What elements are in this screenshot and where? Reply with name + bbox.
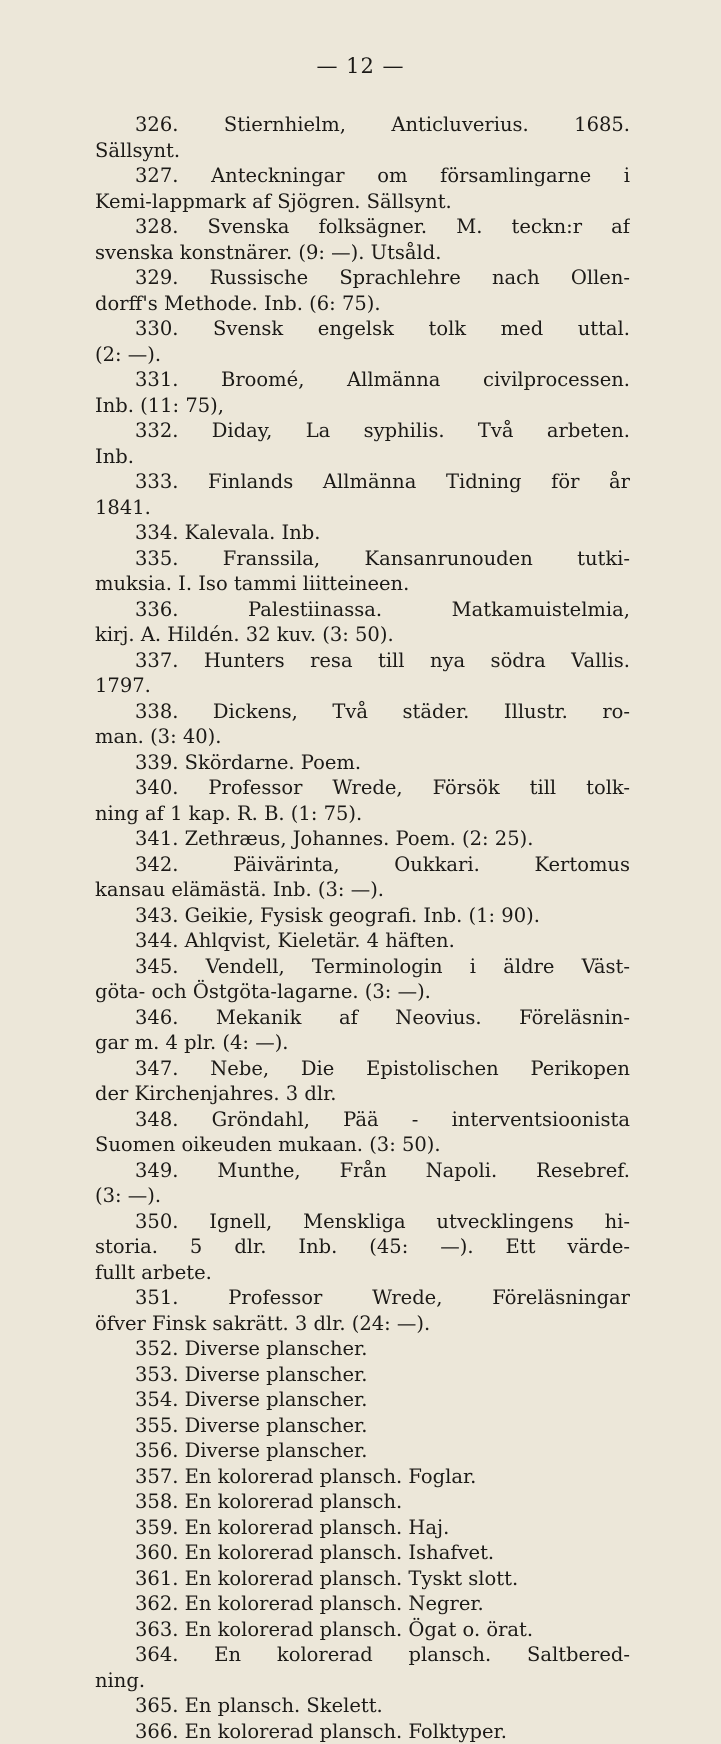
- catalog-entry: [95, 1056, 630, 1107]
- catalog-entry: [95, 1438, 630, 1464]
- catalog-entry: [95, 1413, 630, 1439]
- catalog-entry: [95, 775, 630, 826]
- entry-first-line: 339. Skördarne. Poem.: [95, 750, 630, 776]
- entry-first-line: 341. Zethræus, Johannes. Poem. (2: 25).: [95, 826, 630, 852]
- catalog-entry: [95, 1642, 630, 1693]
- entry-first-line: 362. En kolorerad plansch. Negrer.: [95, 1591, 630, 1617]
- entry-first-line: 334. Kalevala. Inb.: [95, 520, 630, 546]
- entry-first-line: 351. Professor Wrede, Föreläsningar: [95, 1285, 630, 1311]
- entry-first-line: 347. Nebe, Die Epistolischen Perikopen: [95, 1056, 630, 1082]
- entry-first-line: 349. Munthe, Från Napoli. Resebref.: [95, 1158, 630, 1184]
- entry-first-line: 365. En plansch. Skelett.: [95, 1693, 630, 1719]
- entry-first-line: 344. Ahlqvist, Kieletär. 4 häften.: [95, 928, 630, 954]
- entry-first-line: 336. Palestiinassa. Matkamuistelmia,: [95, 597, 630, 623]
- catalog-entry: [95, 316, 630, 367]
- catalog-entry: [95, 1107, 630, 1158]
- entry-first-line: 356. Diverse planscher.: [95, 1438, 630, 1464]
- entry-first-line: 342. Päivärinta, Oukkari. Kertomus: [95, 852, 630, 878]
- entry-first-line: 345. Vendell, Terminologin i äldre Väst-: [95, 954, 630, 980]
- entry-first-line: 359. En kolorerad plansch. Haj.: [95, 1515, 630, 1541]
- entry-first-line: 361. En kolorerad plansch. Tyskt slott.: [95, 1566, 630, 1592]
- catalog-entry: [95, 1362, 630, 1388]
- entry-first-line: 348. Gröndahl, Pää - interventsioonista: [95, 1107, 630, 1133]
- entry-continuation-line: öfver Finsk sakrätt. 3 dlr. (24: —).: [95, 1311, 630, 1337]
- entry-first-line: 360. En kolorerad plansch. Ishafvet.: [95, 1540, 630, 1566]
- catalog-entry: [95, 418, 630, 469]
- entry-continuation-line: fullt arbete.: [95, 1260, 630, 1286]
- entry-first-line: 358. En kolorerad plansch.: [95, 1489, 630, 1515]
- entry-continuation-line: svenska konstnärer. (9: —). Utsåld.: [95, 240, 630, 266]
- entry-continuation-line: göta- och Östgöta-lagarne. (3: —).: [95, 979, 630, 1005]
- entry-first-line: 328. Svenska folksägner. M. teckn:r af: [95, 214, 630, 240]
- entry-continuation-line: storia. 5 dlr. Inb. (45: —). Ett värde-: [95, 1234, 630, 1260]
- entry-continuation-line: ning.: [95, 1668, 630, 1694]
- entry-first-line: 337. Hunters resa till nya södra Vallis.: [95, 648, 630, 674]
- entry-continuation-line: der Kirchenjahres. 3 dlr.: [95, 1081, 630, 1107]
- entry-first-line: 355. Diverse planscher.: [95, 1413, 630, 1439]
- catalog-entry: [95, 367, 630, 418]
- catalog-entry: [95, 1693, 630, 1719]
- entry-continuation-line: Inb.: [95, 444, 630, 470]
- entry-continuation-line: Kemi-lappmark af Sjögren. Sällsynt.: [95, 189, 630, 215]
- entry-first-line: 363. En kolorerad plansch. Ögat o. örat.: [95, 1617, 630, 1643]
- catalog-entry: [95, 112, 630, 163]
- entry-first-line: 364. En kolorerad plansch. Saltbered-: [95, 1642, 630, 1668]
- entry-continuation-line: muksia. I. Iso tammi liitteineen.: [95, 571, 630, 597]
- catalog-entry: [95, 1005, 630, 1056]
- entry-first-line: 343. Geikie, Fysisk geografi. Inb. (1: 90).: [95, 903, 630, 929]
- entry-continuation-line: gar m. 4 plr. (4: —).: [95, 1030, 630, 1056]
- entry-continuation-line: (2: —).: [95, 342, 630, 368]
- catalog-entry: [95, 597, 630, 648]
- catalog-entry: [95, 750, 630, 776]
- catalog-entry: [95, 1158, 630, 1209]
- entry-first-line: 331. Broomé, Allmänna civilprocessen.: [95, 367, 630, 393]
- catalog-entry: [95, 826, 630, 852]
- catalog-entry: [95, 1464, 630, 1490]
- entry-continuation-line: Sällsynt.: [95, 138, 630, 164]
- catalog-entry: [95, 546, 630, 597]
- catalog-entry: [95, 954, 630, 1005]
- catalog-entry: [95, 1515, 630, 1541]
- entry-first-line: 346. Mekanik af Neovius. Föreläsnin-: [95, 1005, 630, 1031]
- entry-continuation-line: 1841.: [95, 495, 630, 521]
- catalog-entry: [95, 903, 630, 929]
- catalog-entry: [95, 520, 630, 546]
- entry-continuation-line: Suomen oikeuden mukaan. (3: 50).: [95, 1132, 630, 1158]
- catalog-column: [95, 112, 630, 1744]
- catalog-entry: [95, 852, 630, 903]
- entry-first-line: 335. Franssila, Kansanrunouden tutki-: [95, 546, 630, 572]
- catalog-entry: [95, 1566, 630, 1592]
- catalog-entry: [95, 214, 630, 265]
- catalog-entry: [95, 163, 630, 214]
- entry-first-line: 353. Diverse planscher.: [95, 1362, 630, 1388]
- catalog-entry: [95, 648, 630, 699]
- entry-continuation-line: kansau elämästä. Inb. (3: —).: [95, 877, 630, 903]
- entry-first-line: 327. Anteckningar om församlingarne i: [95, 163, 630, 189]
- entry-first-line: 354. Diverse planscher.: [95, 1387, 630, 1413]
- catalog-entry: [95, 699, 630, 750]
- entry-continuation-line: dorff's Methode. Inb. (6: 75).: [95, 291, 630, 317]
- entry-continuation-line: Inb. (11: 75),: [95, 393, 630, 419]
- entry-first-line: 352. Diverse planscher.: [95, 1336, 630, 1362]
- entry-continuation-line: kirj. A. Hildén. 32 kuv. (3: 50).: [95, 622, 630, 648]
- entry-continuation-line: (3: —).: [95, 1183, 630, 1209]
- entry-first-line: 340. Professor Wrede, Försök till tolk-: [95, 775, 630, 801]
- entry-first-line: 350. Ignell, Menskliga utvecklingens hi-: [95, 1209, 630, 1235]
- entry-first-line: 332. Diday, La syphilis. Två arbeten.: [95, 418, 630, 444]
- entry-first-line: 329. Russische Sprachlehre nach Ollen-: [95, 265, 630, 291]
- entry-continuation-line: 1797.: [95, 673, 630, 699]
- catalog-entry: [95, 1336, 630, 1362]
- catalog-entry: [95, 1591, 630, 1617]
- catalog-entry: [95, 1540, 630, 1566]
- catalog-entry: [95, 1387, 630, 1413]
- entry-first-line: 333. Finlands Allmänna Tidning för år: [95, 469, 630, 495]
- entry-first-line: 357. En kolorerad plansch. Foglar.: [95, 1464, 630, 1490]
- catalog-entry: [95, 1719, 630, 1744]
- catalog-entry: [95, 265, 630, 316]
- entry-first-line: 338. Dickens, Två städer. Illustr. ro-: [95, 699, 630, 725]
- catalog-entry: [95, 469, 630, 520]
- entry-first-line: 330. Svensk engelsk tolk med uttal.: [95, 316, 630, 342]
- entry-first-line: 366. En kolorerad plansch. Folktyper.: [95, 1719, 630, 1744]
- catalog-entry: [95, 1489, 630, 1515]
- catalog-entry: [95, 1617, 630, 1643]
- entry-continuation-line: man. (3: 40).: [95, 724, 630, 750]
- catalog-entry: [95, 1285, 630, 1336]
- catalog-entry: [95, 1209, 630, 1286]
- entry-first-line: 326. Stiernhielm, Anticluverius. 1685.: [95, 112, 630, 138]
- catalog-entry: [95, 928, 630, 954]
- page-number: — 12 —: [0, 54, 721, 78]
- entry-continuation-line: ning af 1 kap. R. B. (1: 75).: [95, 801, 630, 827]
